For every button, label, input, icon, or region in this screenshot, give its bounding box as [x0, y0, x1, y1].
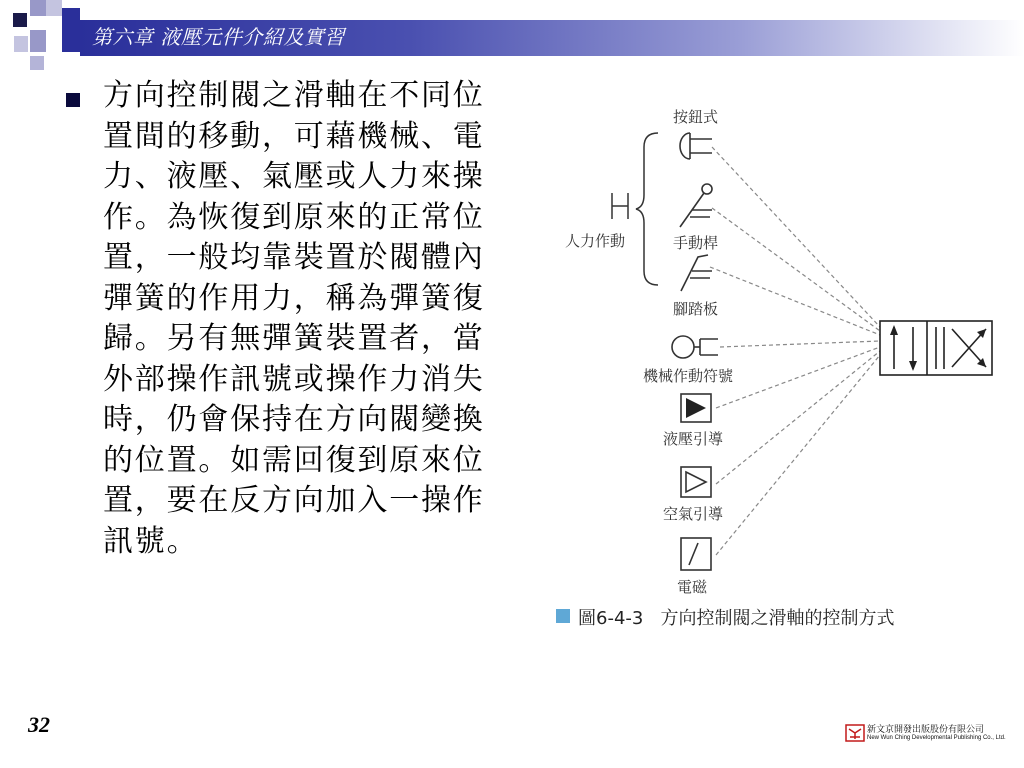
- page-number: 32: [28, 712, 50, 737]
- hand-lever-symbol-icon: [680, 184, 712, 227]
- caption-square-icon: [556, 609, 570, 623]
- push-button-label: 按鈕式: [673, 108, 719, 126]
- valve-arrowheads: [890, 325, 986, 371]
- solenoid-label: 電磁: [677, 578, 708, 596]
- publisher-logo: [845, 721, 1005, 747]
- mechanical-label: 機械作動符號: [643, 367, 734, 385]
- slide-title: 第六章 液壓元件介紹及實習: [92, 25, 345, 49]
- control-methods-diagram: [540, 95, 1010, 645]
- push-button-symbol-icon: [680, 133, 712, 159]
- corner-square-1: [13, 13, 27, 27]
- corner-square-2: [30, 0, 46, 16]
- pneumatic-pilot-symbol-icon: [681, 467, 711, 497]
- body-paragraph: 方向控制閥之滑軸在不同位置間的移動，可藉機械、電力、液壓、氣壓或人力來操作。為恢復到原來的正常位置，一般均靠裝置於閥體內彈簧的作用力，稱為彈簧復歸。另有無彈簧裝置者，當外部操作訊號或操作力消失時，仍會保持在方向閥變換的位置。如需回復到原來位置，要在反方向加入一操作訊號。: [103, 78, 485, 559]
- directional-valve-symbol-icon: [880, 321, 992, 375]
- mechanical-symbol-icon: [672, 336, 718, 358]
- pneumatic-pilot-label: 空氣引導: [663, 505, 724, 523]
- publisher-emblem-icon: [845, 721, 869, 745]
- manual-symbol-icon: [612, 193, 628, 219]
- hand-lever-label: 手動桿: [673, 234, 719, 252]
- publisher-name-cn: 新文京開發出版股份有限公司: [867, 725, 985, 735]
- pedal-label: 腳踏板: [673, 300, 719, 318]
- corner-square-5: [30, 30, 46, 52]
- group-brace: [636, 133, 658, 285]
- bullet-square-icon: [66, 93, 80, 107]
- figure-caption: [578, 604, 895, 630]
- solenoid-symbol-icon: [681, 538, 711, 570]
- hydraulic-pilot-symbol-icon: [681, 394, 711, 422]
- corner-square-3: [46, 0, 62, 16]
- pedal-symbol-icon: [681, 255, 712, 291]
- corner-square-7: [30, 56, 44, 70]
- caption-text: 方向控制閥之滑軸的控制方式: [660, 608, 895, 629]
- caption-number: 圖6-4-3: [578, 608, 644, 629]
- corner-square-6: [14, 36, 28, 52]
- group-label: 人力作動: [565, 232, 626, 250]
- hydraulic-pilot-label: 液壓引導: [663, 430, 724, 448]
- publisher-name-en: New Wun Ching Developmental Publishing Co., Ltd.: [867, 735, 1006, 741]
- corner-square-4: [62, 8, 80, 52]
- dashed-connectors: [710, 147, 880, 555]
